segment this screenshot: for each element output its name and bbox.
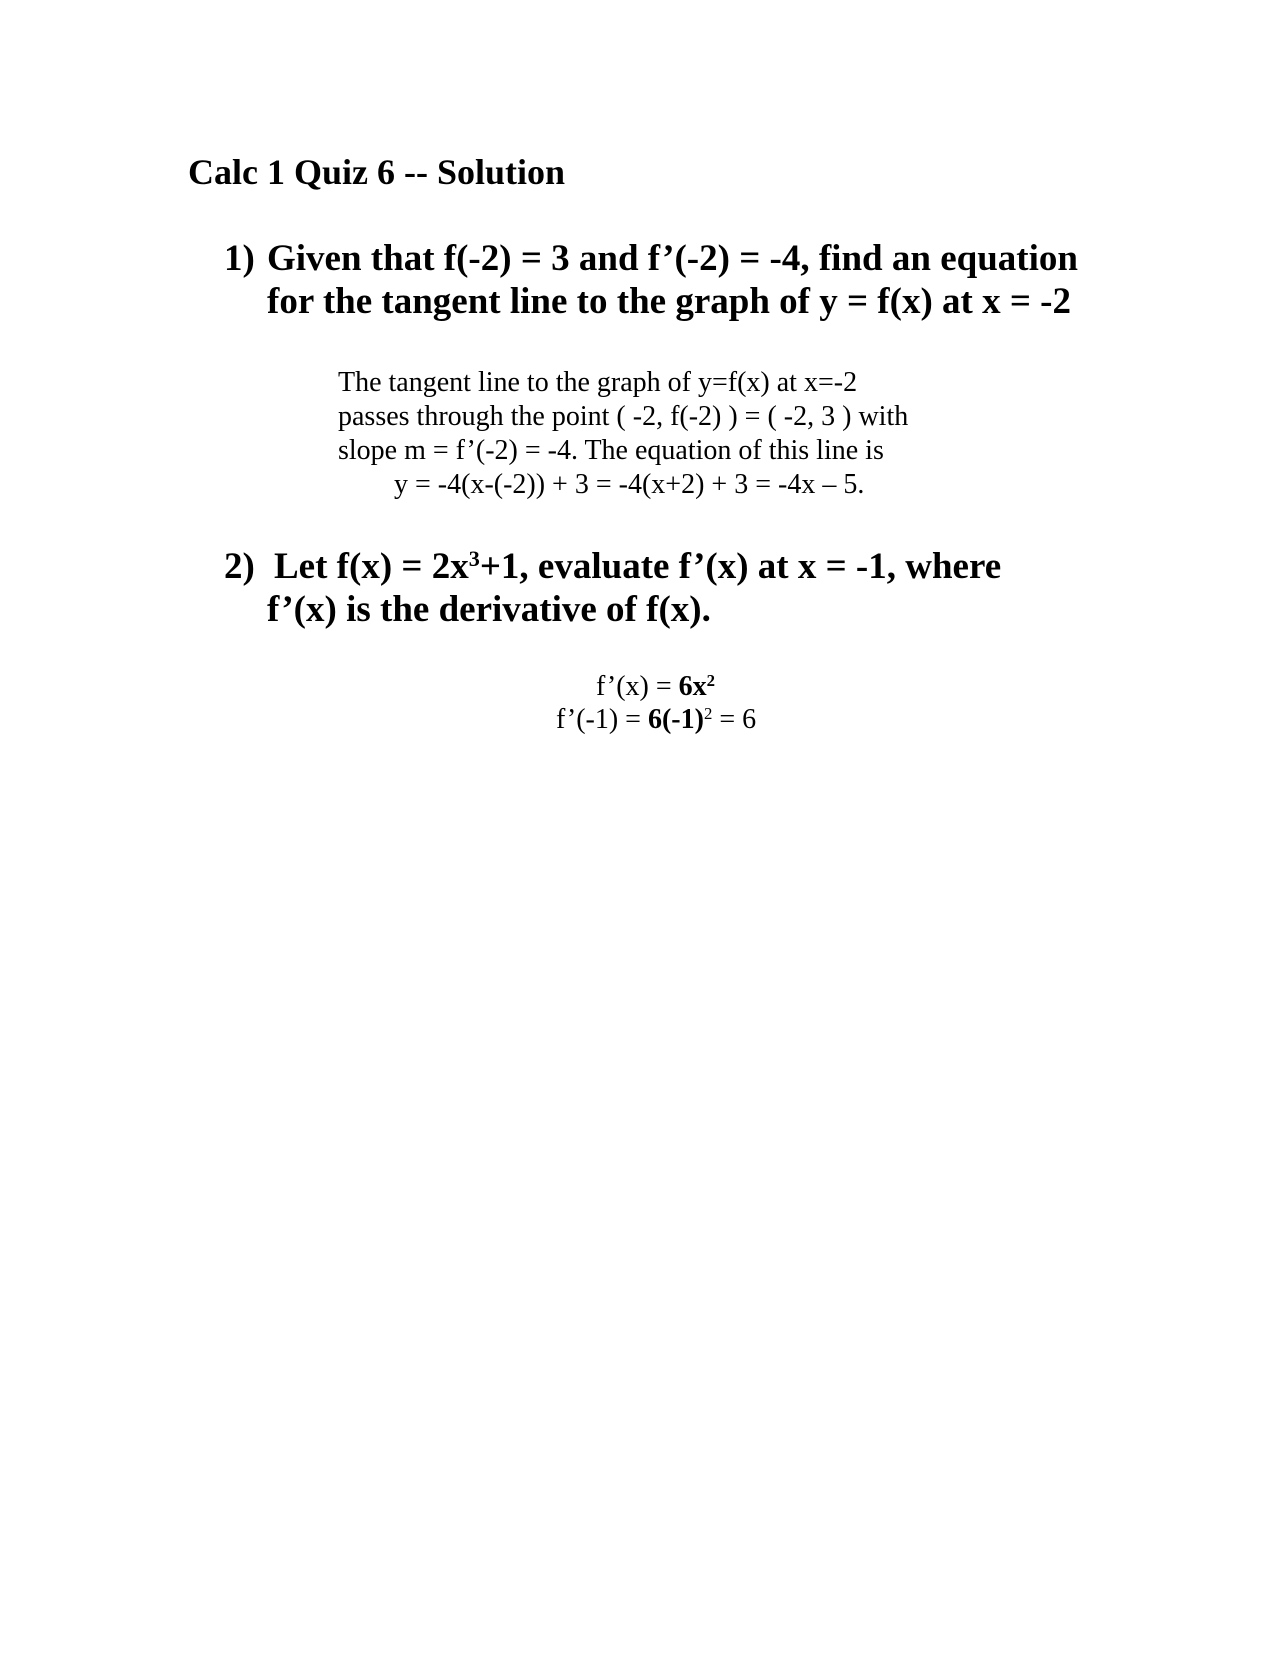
question-2-number: 2)	[224, 546, 255, 587]
question-1-line-2: for the tangent line to the graph of y = f(x) at x = -2	[267, 281, 1071, 322]
answer-1-line-3: slope m = f’(-2) = -4. The equation of this line is	[338, 435, 884, 466]
answer-1-line-4: y = -4(x-(-2)) + 3 = -4(x+2) + 3 = -4x – 5.	[394, 469, 865, 500]
question-2	[224, 545, 1224, 635]
answer-2-line-2	[556, 703, 756, 737]
answer-2-line-2-start: f’(-1) =	[556, 704, 648, 735]
answer-2-line-1-start: f’(x) =	[596, 671, 679, 702]
answer-1	[338, 366, 1038, 506]
question-2-line-1-end: +1, evaluate f’(x) at x = -1, where	[479, 546, 1002, 587]
question-2-line-2: f’(x) is the derivative of f(x).	[267, 589, 711, 630]
question-2-line-1	[274, 545, 1001, 588]
question-1	[224, 237, 1224, 327]
answer-2-result: = 6	[712, 704, 757, 735]
question-2-line-1-start: Let f(x) = 2x	[274, 546, 469, 587]
answer-2-line-1	[596, 670, 715, 704]
question-1-number: 1)	[224, 238, 255, 279]
answer-2	[500, 670, 800, 750]
answer-2-substitution: 6(-1)	[647, 704, 704, 735]
question-2-exponent: 3	[468, 545, 480, 571]
answer-2-substitution-exponent: 2	[703, 703, 713, 723]
answer-2-derivative-exponent: 2	[706, 670, 716, 690]
page-title: Calc 1 Quiz 6 -- Solution	[188, 152, 566, 192]
answer-1-line-1: The tangent line to the graph of y=f(x) at x=-2	[338, 367, 858, 398]
answer-2-derivative: 6x	[678, 671, 707, 702]
question-1-line-1: Given that f(-2) = 3 and f’(-2) = -4, find an equation	[267, 238, 1078, 279]
answer-1-line-2: passes through the point ( -2, f(-2) ) = ( -2, 3 ) with	[338, 401, 909, 432]
